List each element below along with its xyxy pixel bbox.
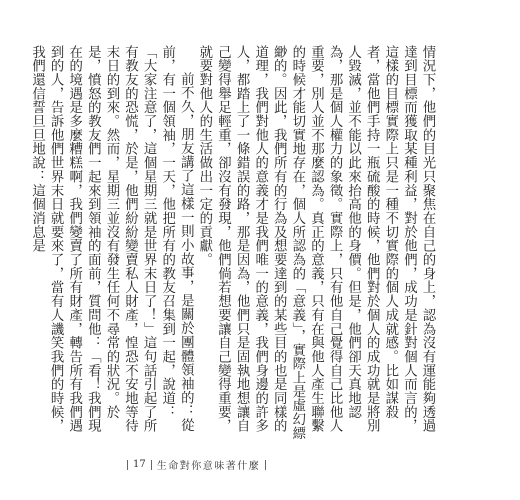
page-footer <box>122 457 271 472</box>
footer-divider-middle <box>151 460 152 470</box>
vertical-text-body <box>29 45 436 441</box>
paragraph-1: 情況下，他們的目光只聚焦在自己的身上，認為沒有運能夠透過達到目標而獲取某種利益，對於他們，成功是針對個人而言的，這樣的目標實際上只是一種不切實際的個人成就感。比如謀殺者，當他們手持一瓶硫酸的時候，他們對於個人的成功就是將別人毀滅，並不能以此來抬高他的身價。但是，他們卻天真地認為，那是個人權力的象徵。實際上，只有他自己覺得自己比他人重要，別人並不那麼認為。真正的意義，只有在與他人產生聯繫的時候才能切實地存在，個人所認為的「意義」，實際上是虛幻縹緲的。因此，我們所有的行為及想要達到的某些目的也是同樣的道理，我們對他人的意義才是我們唯一的意義，我們身邊的許多人，都踏上了一條錯誤的路，那是因為，他們只是固執地想讓自己變得舉足輕重，卻沒有發現，他們倘若想要讓自己變得重要，就要對他人的生活做出一定的貢獻。 <box>196 45 435 440</box>
footer-divider-right <box>265 460 266 470</box>
footer-divider-left <box>127 460 128 470</box>
page-number: 17 <box>133 459 146 470</box>
paragraph-2: 前不久，朋友講了這樣一則小故事，是關於團體領袖的：從前，有一個領袖，一天，他把所有的教友召集到一起，說道：「大家注意了，這個星期三就是世界末日了！」這句話引起了所有教友的恐慌，於是，他們紛紛變賣私人財產，惶恐不安地等待末日的到來。然而，星期三並沒有發生任何不尋常的狀況。於是，憤怒的教友們一起來到領袖的面前，質問他：「看！我們現在的境遇是多麼糟糕啊，我們變賣了所有財產，轉告所有我們遇到的人，告訴他們世界末日就要來了，當有人譏笑我們的時候，我們還信誓旦旦地說：這個消息是 <box>29 45 194 433</box>
book-title: 生命對你意味著什麼 <box>156 461 261 472</box>
